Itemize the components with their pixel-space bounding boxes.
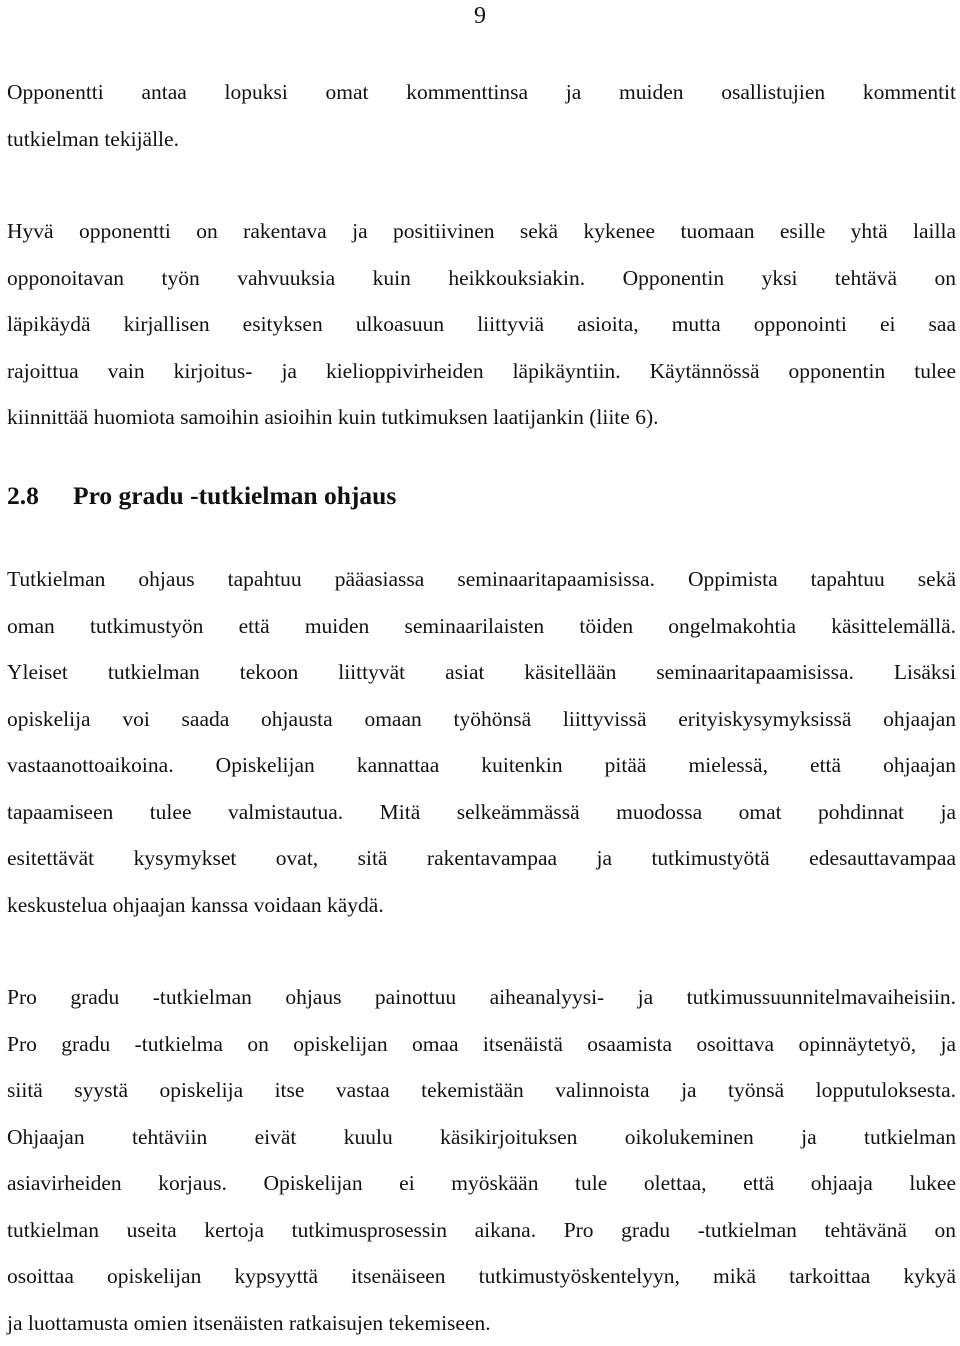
text-line: Yleiset tutkielman tekoon liittyvät asiat käsitellään seminaaritapaamisissa. Lisäksi: [7, 649, 956, 696]
paragraph-good-opponent: [7, 208, 956, 441]
paragraph-supervision-seminars: [7, 556, 956, 928]
text-line: opponoitavan työn vahvuuksia kuin heikkouksiakin. Opponentin yksi tehtävä on: [7, 255, 956, 302]
text-line: oman tutkimustyön että muiden seminaarilaisten töiden ongelmakohtia käsittelemällä.: [7, 603, 956, 650]
text-line: Tutkielman ohjaus tapahtuu pääasiassa seminaaritapaamisissa. Oppimista tapahtuu sekä: [7, 556, 956, 603]
text-line: esitettävät kysymykset ovat, sitä rakentavampaa ja tutkimustyötä edesauttavampaa: [7, 835, 956, 882]
text-line: Hyvä opponentti on rakentava ja positiivinen sekä kykenee tuomaan esille yhtä lailla: [7, 208, 956, 255]
text-line: Pro gradu -tutkielma on opiskelijan omaa itsenäistä osaamista osoittava opinnäytetyö, ja: [7, 1021, 956, 1068]
text-line: Opponentti antaa lopuksi omat kommenttinsa ja muiden osallistujien kommentit: [7, 69, 956, 116]
text-line: ja luottamusta omien itsenäisten ratkaisujen tekemiseen.: [7, 1300, 956, 1346]
paragraph-opponent-comments: [7, 69, 956, 162]
text-line: opiskelija voi saada ohjausta omaan työhönsä liittyvissä erityiskysymyksissä ohjaajan: [7, 696, 956, 743]
text-line: kiinnittää huomiota samoihin asioihin kuin tutkimuksen laatijankin (liite 6).: [7, 394, 956, 441]
text-line: osoittaa opiskelijan kypsyyttä itsenäiseen tutkimustyöskentelyyn, mikä tarkoittaa kykyä: [7, 1253, 956, 1300]
section-title: Pro gradu -tutkielman ohjaus: [73, 481, 396, 510]
page-number: 9: [474, 2, 486, 30]
text-line: läpikäydä kirjallisen esityksen ulkoasuun liittyviä asioita, mutta opponointi ei saa: [7, 301, 956, 348]
text-line: keskustelua ohjaajan kanssa voidaan käydä.: [7, 882, 956, 929]
text-line: Pro gradu -tutkielman ohjaus painottuu aiheanalyysi- ja tutkimussuunnitelmavaiheisiin.: [7, 974, 956, 1021]
text-line: vastaanottoaikoina. Opiskelijan kannattaa kuitenkin pitää mielessä, että ohjaajan: [7, 742, 956, 789]
text-line: tapaamiseen tulee valmistautua. Mitä selkeämmässä muodossa omat pohdinnat ja: [7, 789, 956, 836]
text-line: Ohjaajan tehtäviin eivät kuulu käsikirjoituksen oikolukeminen ja tutkielman: [7, 1114, 956, 1161]
paragraph-supervision-focus: [7, 974, 956, 1346]
text-line: asiavirheiden korjaus. Opiskelijan ei myöskään tule olettaa, että ohjaaja lukee: [7, 1160, 956, 1207]
text-line: rajoittua vain kirjoitus- ja kielioppivirheiden läpikäyntiin. Käytännössä opponentin tulee: [7, 348, 956, 395]
section-number: 2.8: [7, 476, 73, 516]
text-line: tutkielman useita kertoja tutkimusprosessin aikana. Pro gradu -tutkielman tehtävänä on: [7, 1207, 956, 1254]
text-line: tutkielman tekijälle.: [7, 116, 956, 163]
section-heading: [7, 476, 396, 516]
text-line: siitä syystä opiskelija itse vastaa tekemistään valinnoista ja työnsä lopputuloksesta.: [7, 1067, 956, 1114]
